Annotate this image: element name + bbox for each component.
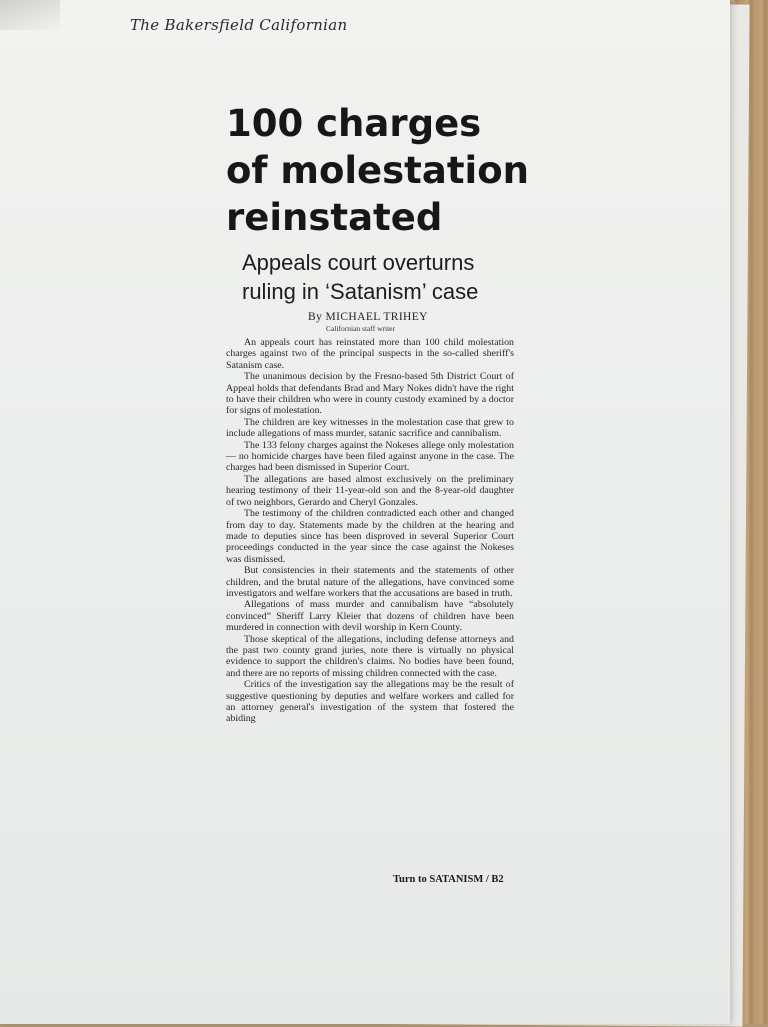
article-paragraph: The allegations are based almost exclusively on the preliminary hearing testimony of their 11-year-old son and the 8-year-old daughter of two neighbors, Gerardo and Cheryl Gonzales. bbox=[226, 473, 514, 508]
headline-line: reinstated bbox=[226, 196, 443, 239]
subheadline bbox=[242, 248, 532, 306]
article-paragraph: Those skeptical of the allegations, including defense attorneys and the past two county grand juries, note there is virtually no physical evidence to support the children's claims. No bodies have been found, and there are no reports of missing children connected with the case. bbox=[226, 633, 514, 679]
jump-line: Turn to SATANISM / B2 bbox=[393, 874, 504, 885]
headline-line: 100 charges bbox=[226, 102, 482, 145]
article-body bbox=[226, 337, 514, 725]
article-paragraph: An appeals court has reinstated more than 100 child molestation charges against two of the principal suspects in the so-called sheriff's Satanism case. bbox=[226, 337, 514, 371]
corner-shadow bbox=[0, 0, 60, 30]
article-paragraph: Critics of the investigation say the allegations may be the result of suggestive questioning by deputies and welfare workers and called for an attorney general's investigation of the system that fostered the abiding bbox=[226, 679, 514, 725]
subheadline-line: Appeals court overturns bbox=[242, 250, 475, 275]
headline-line: of molestation bbox=[226, 149, 529, 192]
subheadline-line: ruling in ‘Satanism’ case bbox=[242, 279, 479, 304]
article-paragraph: But consistencies in their statements and the statements of other children, and the brutal nature of the allegations, have convinced some investigators and welfare workers that the accusations are based in truth. bbox=[226, 565, 514, 599]
article-paragraph: Allegations of mass murder and cannibalism have “absolutely convinced” Sheriff Larry Kleier that dozens of children have been murdered in connection with devil worship in Kern County. bbox=[226, 599, 514, 634]
byline: By MICHAEL TRIHEY bbox=[308, 311, 428, 323]
byline-title: Californian staff writer bbox=[326, 324, 396, 333]
article-paragraph: The unanimous decision by the Fresno-based 5th District Court of Appeal holds that defendants Brad and Mary Nokes didn't have the right to have their children who were in county custody examined by a doctor for signs of molestation. bbox=[226, 371, 514, 417]
article-paragraph: The 133 felony charges against the Nokeses allege only molestation — no homicide charges have been filed against anyone in the case. The charges had been dismissed in Superior Court. bbox=[226, 439, 514, 474]
article-paragraph: The testimony of the children contradicted each other and changed from day to day. Statements made by the children at the hearing and made to deputies since has been disproved in several Superior Court proceedings conducted in the year since the case against the Nokeses was dismissed. bbox=[226, 508, 514, 565]
masthead: The Bakersfield Californian bbox=[130, 16, 348, 34]
article-paragraph: The children are key witnesses in the molestation case that grew to include allegations of mass murder, satanic sacrifice and cannibalism. bbox=[226, 416, 514, 440]
headline bbox=[226, 100, 529, 241]
